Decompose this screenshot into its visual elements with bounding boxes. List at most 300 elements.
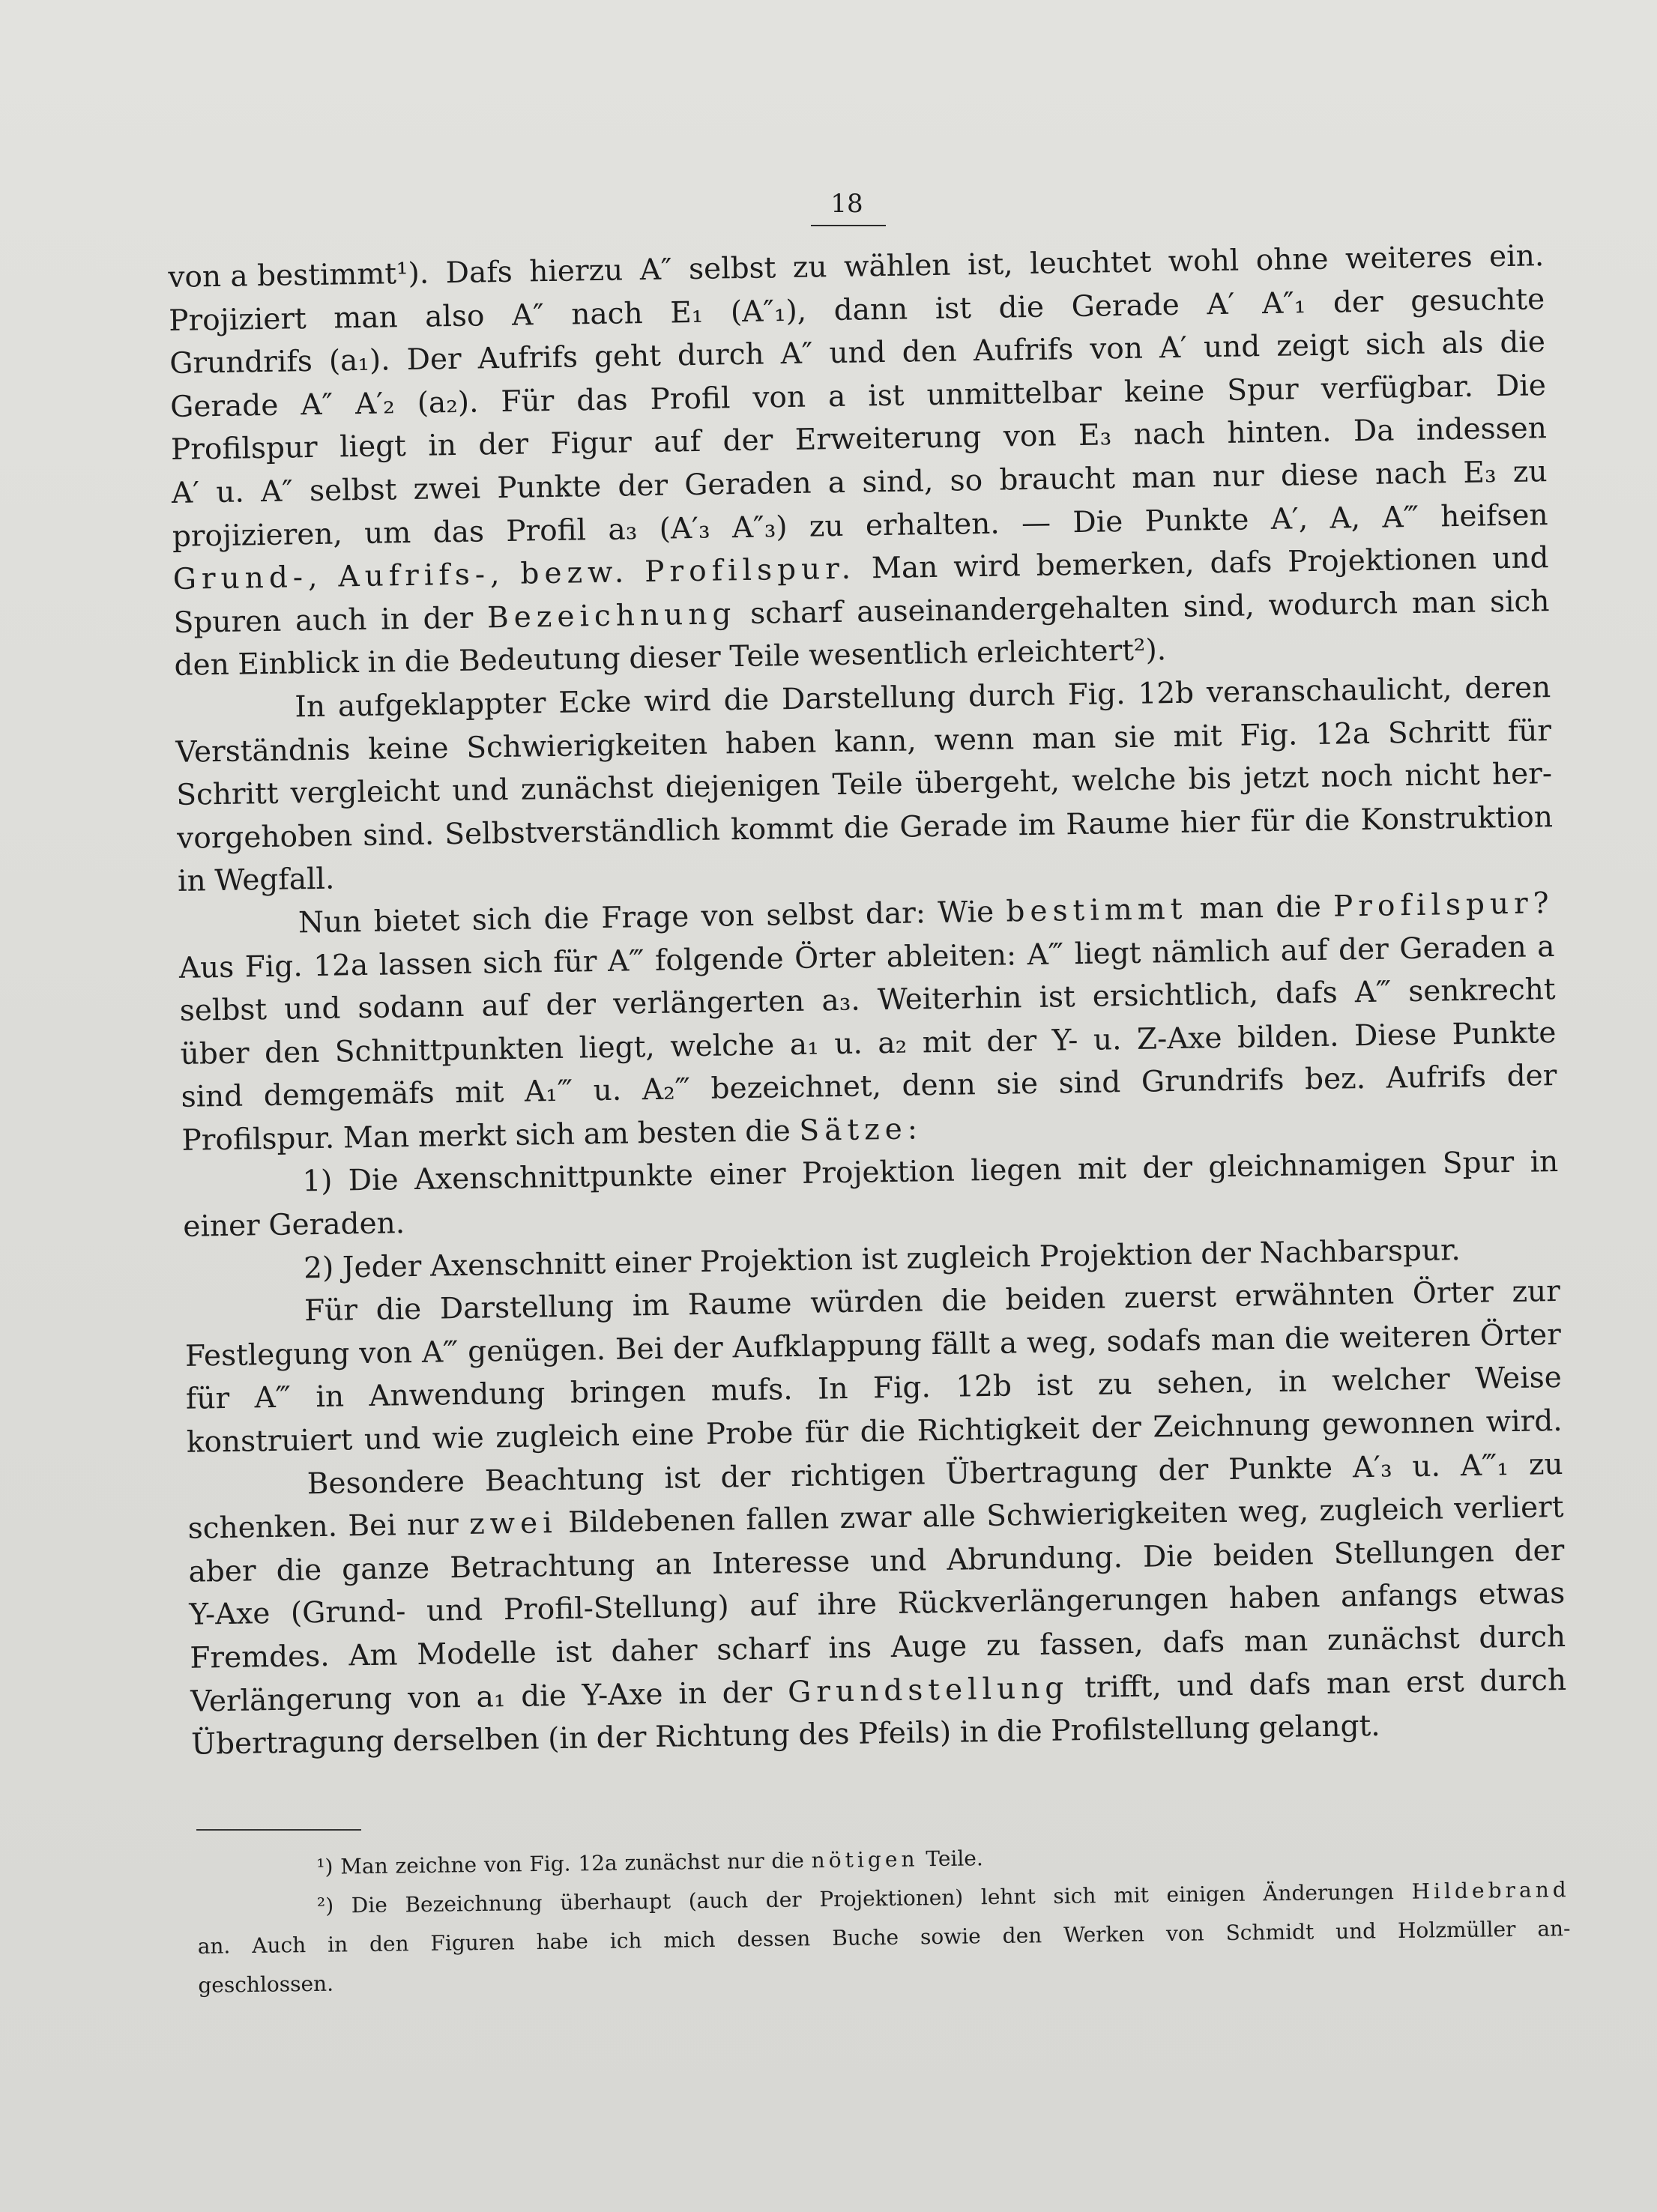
word: scharf <box>749 595 843 631</box>
word: für <box>552 944 597 979</box>
word: erst <box>1405 1664 1464 1699</box>
word: nämlich <box>1151 934 1270 970</box>
word: A′₃ <box>1352 1450 1392 1484</box>
word: der <box>546 988 597 1023</box>
word: weiteren <box>1339 1319 1471 1356</box>
word: durch <box>1479 1619 1566 1655</box>
word: lehnt <box>980 1884 1036 1910</box>
word: sie <box>996 1067 1039 1102</box>
word: Verlängerung <box>190 1681 393 1719</box>
word: für <box>1507 713 1552 749</box>
word: bringen <box>570 1374 686 1411</box>
word: der <box>1514 1533 1565 1568</box>
word: Rückverlängerungen <box>897 1582 1209 1622</box>
word: Frage <box>600 900 689 935</box>
word: A″₁ <box>1261 285 1306 321</box>
word: auseinandergehalten <box>856 590 1170 629</box>
word: (a₁). <box>328 343 390 378</box>
word: auf <box>481 988 529 1024</box>
word: der <box>1158 1453 1209 1488</box>
word: Bezeichnung <box>486 596 737 635</box>
word: Die <box>348 1163 399 1198</box>
word: Projektion <box>699 1242 854 1279</box>
footnote-separator <box>196 1829 361 1831</box>
word: ersichtlich, <box>1092 977 1259 1014</box>
body-text <box>168 235 1567 1766</box>
word: A‴ <box>1382 500 1419 535</box>
word: Fremdes. <box>190 1639 330 1675</box>
word: Diese <box>1353 1018 1437 1053</box>
word: indessen <box>1416 411 1548 448</box>
word: ist <box>664 1460 701 1496</box>
word: In <box>817 1372 848 1407</box>
word: die <box>1275 889 1322 925</box>
word: anfangs <box>1340 1578 1458 1615</box>
word: einer <box>182 1209 261 1244</box>
word: ist <box>861 1242 899 1277</box>
word: den <box>902 334 958 369</box>
word: bestimmt <box>1006 892 1188 929</box>
word: zeigt <box>1276 328 1350 363</box>
word: Teile. <box>926 1846 983 1872</box>
word: Besondere <box>307 1464 465 1501</box>
word: einigen <box>1166 1881 1246 1908</box>
page-number: 18 <box>830 189 863 219</box>
word: zugleich <box>495 1418 621 1455</box>
word: A′ <box>171 476 200 510</box>
word: A′₂ <box>354 387 396 421</box>
word: der <box>478 427 529 462</box>
word: Z-Axe <box>1136 1021 1222 1057</box>
word: zwar <box>839 1500 912 1536</box>
word: wohl <box>1168 244 1240 279</box>
word: ableiten: <box>886 937 1017 974</box>
word: und <box>829 336 886 371</box>
word: Die <box>1072 504 1123 540</box>
word: das <box>576 383 628 418</box>
word: vorgehoben <box>176 818 353 856</box>
word: in <box>177 864 207 899</box>
word: die <box>276 1553 322 1588</box>
word: a₁ <box>789 1027 820 1062</box>
word: Fig. <box>1240 717 1298 753</box>
word: übergeht, <box>914 764 1060 801</box>
word: A₁‴ <box>524 1074 573 1109</box>
footnotes <box>196 1831 1572 2005</box>
word: vergleicht <box>290 774 441 811</box>
word: hier <box>1180 805 1240 840</box>
word: zwei <box>468 1506 558 1542</box>
word: lassen <box>378 946 473 982</box>
word: selbst <box>309 473 397 509</box>
word: her- <box>1491 757 1553 792</box>
word: Profil <box>650 381 731 417</box>
word: mit <box>922 1024 972 1060</box>
word: die <box>996 1714 1042 1750</box>
word: heifsen <box>1440 498 1548 534</box>
word: zu <box>1512 455 1548 489</box>
word: Gerade <box>899 809 1008 844</box>
word: A″ <box>780 336 813 372</box>
word: Fig. <box>1067 677 1126 713</box>
word: Man <box>342 1119 410 1155</box>
word: selbst <box>179 993 268 1028</box>
word: Man <box>871 551 938 586</box>
word: ist <box>1036 1368 1073 1403</box>
word: Axenschnittpunkte <box>414 1158 694 1197</box>
word: Bezeichnung <box>405 1890 543 1918</box>
word: Die <box>1495 368 1547 403</box>
word: hierzu <box>528 253 624 289</box>
word: A‴ <box>1027 937 1064 972</box>
word: ganze <box>341 1551 430 1587</box>
word: von <box>407 1680 462 1715</box>
word: Auge <box>890 1629 968 1665</box>
word: Für <box>501 384 555 419</box>
word: aufgeklappter <box>337 686 546 724</box>
word: in <box>1278 1365 1308 1400</box>
word: Da <box>1353 414 1395 449</box>
word: Profil <box>505 513 587 549</box>
word: Nachbarspur. <box>1259 1233 1461 1270</box>
word: besten <box>637 1115 737 1151</box>
word: Profilstellung <box>1050 1711 1251 1748</box>
word: von <box>1165 1921 1204 1947</box>
word: bietet <box>373 903 460 939</box>
word: nach <box>570 296 644 332</box>
word: einer <box>708 1157 786 1193</box>
word: nur <box>726 1849 764 1874</box>
word: fällt <box>931 1326 991 1362</box>
word: Zeichnung <box>1153 1408 1311 1445</box>
word: richtigen <box>790 1457 926 1493</box>
word: a <box>827 465 846 501</box>
word: der <box>1506 1059 1557 1094</box>
word: a₂ <box>877 1026 908 1060</box>
word: wird. <box>1485 1404 1563 1439</box>
word: am <box>583 1116 630 1152</box>
word: geht <box>594 339 662 375</box>
word: ein. <box>1488 239 1545 274</box>
word: ohne <box>1255 242 1329 278</box>
word: a₃ <box>608 512 638 547</box>
word: genügen. <box>467 1332 606 1369</box>
word: mit <box>1113 1882 1150 1908</box>
word: bilden. <box>1237 1019 1339 1055</box>
word: Bildebenen <box>567 1503 736 1541</box>
word: u. <box>593 1073 622 1108</box>
word: Die <box>351 1892 388 1918</box>
word: Weiterhin <box>877 981 1022 1018</box>
word: der <box>722 423 773 459</box>
word: Weise <box>1474 1361 1563 1397</box>
word: die <box>543 901 590 937</box>
word: A″ <box>639 253 672 288</box>
word: man <box>1243 1624 1309 1659</box>
word: noch <box>1321 759 1393 795</box>
word: und <box>1491 541 1549 576</box>
word: man <box>1031 721 1096 756</box>
word: und <box>363 1421 421 1457</box>
word: nach <box>1374 456 1447 492</box>
word: ¹) <box>316 1854 333 1879</box>
word: Modelle <box>416 1636 537 1672</box>
word: und <box>1335 1918 1377 1944</box>
word: in <box>380 602 410 637</box>
word: Aufrifs-, <box>338 557 505 594</box>
word: Axenschnitt <box>429 1246 606 1284</box>
word: gelangt. <box>1258 1709 1380 1745</box>
word: in <box>316 1380 345 1415</box>
word: Punkte <box>1452 1015 1557 1051</box>
word: konstruiert <box>186 1423 353 1460</box>
word: Figur <box>550 426 633 462</box>
word: Gerade <box>169 388 279 424</box>
word: von <box>483 1852 522 1877</box>
word: einer <box>614 1245 692 1281</box>
word: Stellungen <box>1333 1535 1494 1571</box>
word: überhaupt <box>560 1888 671 1915</box>
word: Projiziert <box>168 301 307 338</box>
word: erwähnten <box>1234 1277 1395 1314</box>
word: leuchtet <box>1029 245 1152 281</box>
word: a <box>1536 929 1555 964</box>
word: im <box>632 1288 670 1323</box>
word: Grundrifs <box>169 345 313 381</box>
word: Örter <box>1412 1275 1494 1311</box>
word: Bedeutung <box>458 641 621 679</box>
word: u. <box>833 1027 863 1061</box>
word: Wegfall. <box>214 862 335 898</box>
word: sich <box>1489 584 1550 620</box>
word: diese <box>1280 458 1359 493</box>
word: auf <box>749 1589 797 1624</box>
word: demgemäfs <box>263 1076 435 1113</box>
word: das <box>432 514 485 550</box>
word: zunächst <box>1326 1622 1460 1658</box>
word: die <box>1304 803 1350 838</box>
word: gleichnamigen <box>1208 1147 1427 1185</box>
word: zugleich <box>906 1239 1031 1276</box>
word: weg, <box>1237 1494 1309 1529</box>
word: Man <box>340 1853 388 1879</box>
word: Darstellung <box>781 680 956 717</box>
word: A′, <box>1270 501 1309 537</box>
word: dann <box>833 292 908 327</box>
word: A″ <box>260 474 294 510</box>
word: der <box>720 1460 771 1495</box>
word: haben <box>725 725 817 761</box>
word: Anwendung <box>369 1377 546 1414</box>
word: welche <box>1071 763 1177 799</box>
word: deren <box>1464 671 1551 706</box>
word: sich <box>1365 327 1425 363</box>
word: Projektion <box>801 1155 956 1191</box>
word: folgende <box>654 941 784 978</box>
word: liegen <box>970 1152 1062 1188</box>
word: schenken. <box>187 1509 338 1547</box>
word: unmittelbar <box>926 375 1102 412</box>
word: Aufrifs <box>477 340 579 376</box>
word: Figuren <box>430 1930 515 1956</box>
word: dar: <box>865 896 926 931</box>
word: A, <box>1329 501 1361 536</box>
word: A₂‴ <box>642 1072 691 1107</box>
word: ist <box>1039 980 1076 1015</box>
word: Richtigkeit <box>917 1412 1080 1448</box>
word: fallen <box>745 1502 830 1538</box>
word: über <box>180 1036 250 1072</box>
word: ist <box>867 378 905 414</box>
word: mich <box>663 1927 716 1953</box>
word: sehen, <box>1156 1365 1255 1401</box>
word: 12a <box>578 1850 618 1876</box>
word: Gerade <box>1071 288 1180 324</box>
word: Übertragung <box>190 1724 384 1762</box>
word: senkrecht <box>1407 973 1556 1009</box>
word: die <box>941 1284 988 1319</box>
word: Werken <box>1063 1921 1145 1947</box>
word: Festlegung <box>184 1337 350 1374</box>
word: veranschaulicht, <box>1206 672 1452 710</box>
word: die <box>1500 325 1546 360</box>
word: Punkte <box>1144 502 1249 539</box>
word: A‴ <box>421 1335 459 1370</box>
word: dafs <box>1249 1666 1312 1702</box>
word: Dafs <box>445 255 513 291</box>
word: sind <box>1058 1066 1121 1101</box>
word: nur <box>1212 459 1265 495</box>
word: die <box>520 1678 567 1714</box>
word: die <box>771 1848 805 1873</box>
word: Darstellung <box>439 1290 615 1326</box>
word: Aufklappung <box>732 1328 923 1365</box>
word: mit <box>454 1075 504 1110</box>
word: dafs <box>1210 546 1273 581</box>
word: beiden <box>1213 1538 1314 1574</box>
word: Profilspur. <box>181 1121 335 1158</box>
word: Bei <box>348 1508 396 1544</box>
word: A′ <box>1207 287 1235 321</box>
word: In <box>295 689 326 725</box>
word: und <box>426 1594 483 1629</box>
word: von <box>358 1335 413 1371</box>
word: an. <box>197 1933 231 1959</box>
word: sodafs <box>1106 1323 1202 1359</box>
word: zu <box>1528 1447 1563 1482</box>
word: gesuchte <box>1410 282 1545 318</box>
word: erhalten. <box>865 507 1000 543</box>
word: die <box>860 1414 906 1449</box>
word: denn <box>902 1068 977 1104</box>
word: a <box>999 1326 1018 1361</box>
word: dieser <box>629 640 722 676</box>
word: an <box>655 1547 692 1582</box>
word: 12a <box>313 948 369 983</box>
word: die <box>723 683 770 718</box>
word: Projektionen) <box>819 1885 964 1912</box>
word: im <box>1018 808 1056 842</box>
word: etwas <box>1478 1577 1566 1613</box>
word: von <box>1003 419 1057 454</box>
word: auf <box>1280 933 1328 968</box>
word: die <box>843 810 890 845</box>
word: der <box>618 468 668 504</box>
word: man <box>333 300 398 336</box>
word: Y-Axe <box>189 1597 271 1633</box>
word: Aufrifs <box>1386 1060 1487 1096</box>
word: der <box>1338 932 1389 967</box>
word: A″₃) <box>731 510 788 545</box>
word: eine <box>631 1418 695 1453</box>
word: Y- <box>1051 1023 1078 1058</box>
word: hinten. <box>1227 415 1332 451</box>
word: Am <box>348 1638 398 1673</box>
word: (auch <box>688 1888 749 1914</box>
word: mit <box>1173 719 1223 754</box>
word: Aufrifs <box>973 333 1074 369</box>
word: Verständnis <box>175 732 351 770</box>
word: diejenigen <box>665 768 821 805</box>
word: der <box>765 1887 802 1913</box>
word: und <box>283 991 341 1027</box>
word: Fig. <box>244 949 304 984</box>
word: — <box>1021 506 1051 540</box>
word: Projektion <box>1039 1237 1193 1274</box>
word: ist <box>555 1635 593 1670</box>
word: A′ <box>1159 330 1188 366</box>
word: der <box>1332 285 1384 320</box>
word: Ecke <box>558 685 632 720</box>
word: wenn <box>934 722 1015 758</box>
word: Übertragung <box>945 1454 1139 1491</box>
word: zu <box>809 509 844 544</box>
word: Y-Axe <box>582 1677 663 1713</box>
word: Profilspur <box>170 431 318 468</box>
word: Grundrifs <box>1141 1063 1285 1100</box>
word: Punkte <box>496 469 602 506</box>
word: braucht <box>999 462 1116 498</box>
word: Schnittpunkten <box>334 1031 564 1069</box>
word: liegt <box>339 429 407 465</box>
word: und <box>1203 330 1261 365</box>
word: Profil-Stellung) <box>503 1589 730 1628</box>
word: a₃. <box>821 983 861 1018</box>
word: sich <box>471 902 532 937</box>
word: die <box>1284 1321 1330 1356</box>
word: nicht <box>1404 758 1481 794</box>
word: und <box>452 773 509 809</box>
word: aber <box>188 1554 256 1589</box>
word: sind. <box>362 818 435 853</box>
word: Holzmüller <box>1397 1916 1516 1944</box>
word: ²) <box>316 1893 334 1918</box>
word: dessen <box>737 1926 811 1952</box>
word: Konstruktion <box>1360 800 1554 837</box>
word: 1) <box>302 1164 333 1199</box>
word: wesentlich <box>808 636 968 673</box>
word: man <box>1131 460 1196 495</box>
word: scharf <box>716 1631 809 1667</box>
word: zu <box>1097 1368 1132 1403</box>
word: Schritt <box>1387 714 1491 751</box>
word: der <box>672 1331 724 1366</box>
word: Änderungen <box>1262 1879 1395 1906</box>
word: selbst <box>688 251 776 287</box>
word: wodurch <box>1268 587 1398 623</box>
word: (A″₁), <box>730 294 807 329</box>
word: A‴ <box>607 943 645 979</box>
